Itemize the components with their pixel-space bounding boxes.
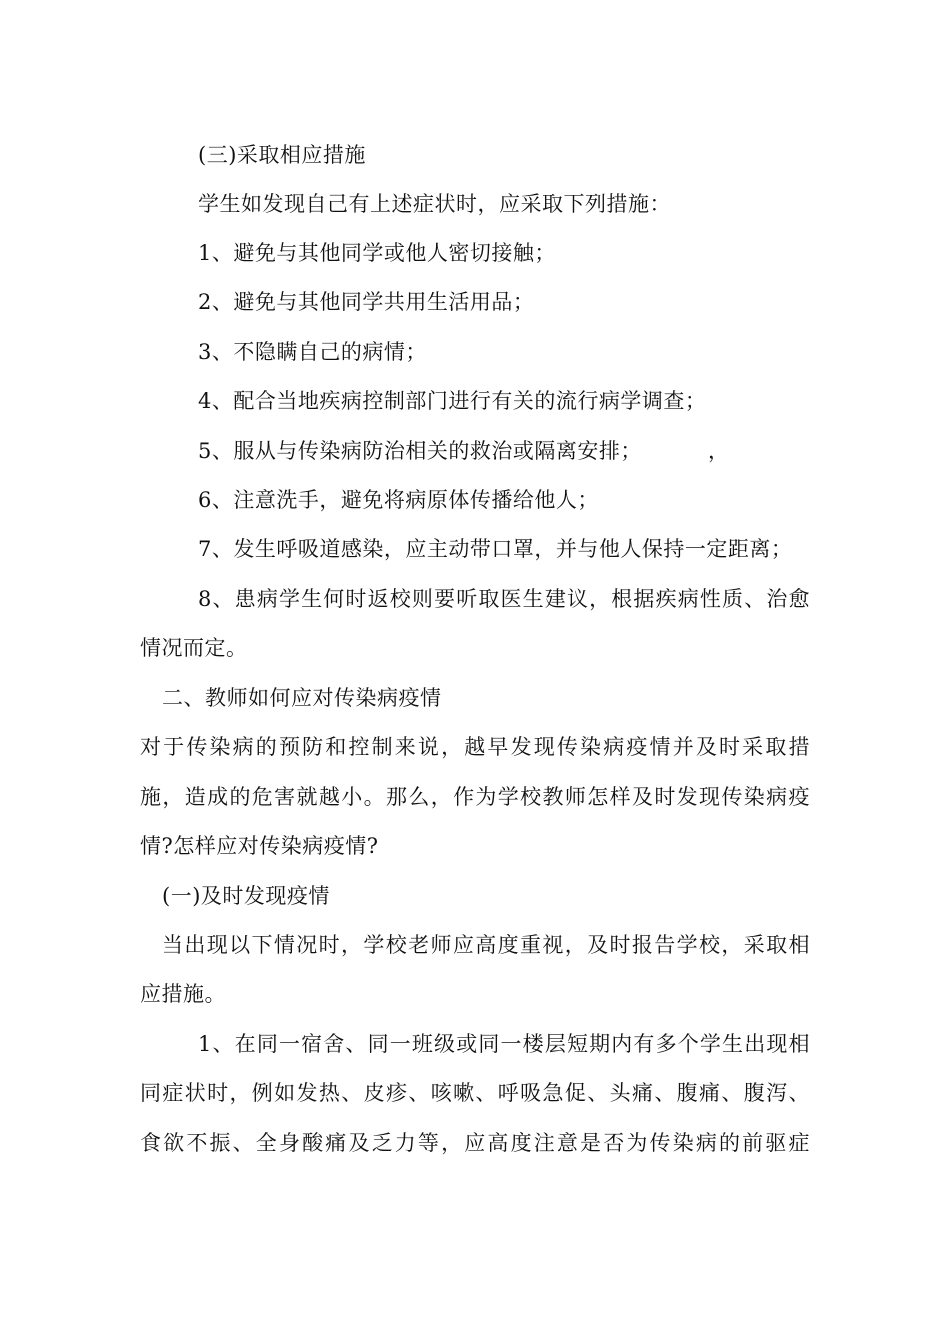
paragraph-line: 对于传染病的预防和控制来说，越早发现传染病疫情并及时采取措 [140, 735, 810, 759]
stray-mark: ， [708, 439, 730, 463]
list-item: 1、在同一宿舍、同一班级或同一楼层短期内有多个学生出现相 [198, 1032, 810, 1056]
list-item: 1、避免与其他同学或他人密切接触； [198, 241, 556, 265]
list-item: 5、服从与传染病防治相关的救治或隔离安排； [198, 439, 642, 463]
paragraph-line: 施，造成的危害就越小。那么，作为学校教师怎样及时发现传染病疫 [140, 785, 810, 809]
paragraph-line: 应措施。 [140, 982, 226, 1006]
subsection-heading: (一)及时发现疫情 [162, 884, 330, 908]
paragraph-line: 当出现以下情况时，学校老师应高度重视，及时报告学校，采取相 [162, 933, 810, 957]
list-item: 8、患病学生何时返校则要听取医生建议，根据疾病性质、治愈 [198, 587, 810, 611]
part-heading: 二、教师如何应对传染病疫情 [162, 686, 442, 710]
list-item: 6、注意洗手，避免将病原体传播给他人； [198, 488, 599, 512]
section-heading: (三)采取相应措施 [198, 143, 366, 167]
list-item-continuation: 情况而定。 [140, 636, 248, 660]
list-item: 3、不隐瞒自己的病情； [198, 340, 427, 364]
paragraph: 学生如发现自己有上述症状时，应采取下列措施： [198, 192, 671, 216]
list-item: 2、避免与其他同学共用生活用品； [198, 290, 535, 314]
list-item: 7、发生呼吸道感染，应主动带口罩，并与他人保持一定距离； [198, 537, 793, 561]
paragraph-line: 情?怎样应对传染病疫情? [140, 834, 379, 858]
list-item-continuation: 同症状时，例如发热、皮疹、咳嗽、呼吸急促、头痛、腹痛、腹泻、 [140, 1081, 810, 1105]
list-item: 4、配合当地疾病控制部门进行有关的流行病学调查； [198, 389, 707, 413]
list-item-continuation: 食欲不振、全身酸痛及乏力等，应高度注意是否为传染病的前驱症 [140, 1131, 810, 1155]
